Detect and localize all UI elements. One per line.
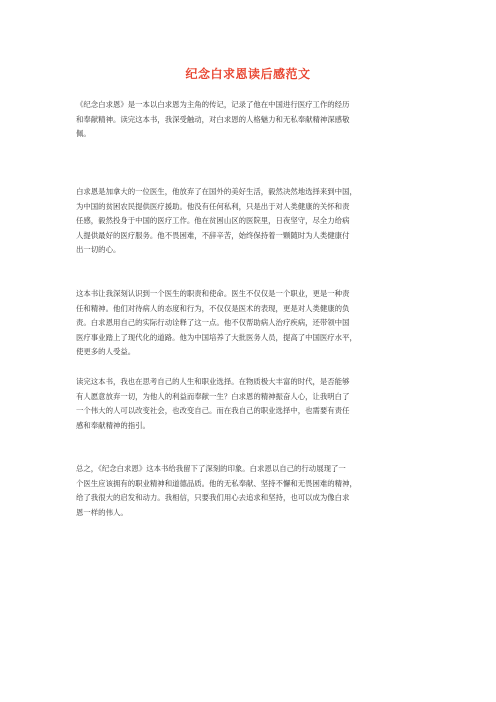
paragraph-5 xyxy=(76,462,432,520)
paragraph-line: 为中国的贫困农民提供医疗援助。他没有任何私利，只是出于对人类健康的关怀和责 xyxy=(76,201,350,211)
paragraph-line: 任感，毅然投身于中国的医疗工作。他在贫困山区的医院里，日夜坚守，尽全力给病 xyxy=(76,216,350,225)
paragraph-1 xyxy=(76,98,432,142)
paragraph-line: 给了我很大的启发和动力。我相信，只要我们用心去追求和坚持，也可以成为像白求 xyxy=(76,493,350,502)
paragraph-line: 感和奉献精神的指引。 xyxy=(76,420,150,430)
paragraph-4 xyxy=(76,375,432,433)
paragraph-line: 有人愿意放弃一切，为他人的利益而奉献一生？白求恩的精神振奋人心，让我明白了 xyxy=(76,391,350,401)
paragraph-line: 医疗事业踏上了现代化的道路。他为中国培养了大批医务人员，提高了中国医疗水平， xyxy=(76,332,357,342)
paragraph-line: 白求恩是加拿大的一位医生，他放弃了在国外的美好生活，毅然决然地选择来到中国， xyxy=(76,187,357,196)
paragraph-line: 一个伟大的人可以改变社会，也改变自己。而在我自己的职业选择中，也需要有责任 xyxy=(76,406,350,415)
paragraph-line: 人提供最好的医疗服务。他不畏困难，不辞辛苦，始终保持着一颗随时为人类健康付 xyxy=(76,230,350,240)
paragraph-line: 任和精神。他们对待病人的态度和行为，不仅仅是医术的表现，更是对人类健康的负 xyxy=(76,303,350,313)
paragraph-line: 责。白求恩用自己的实际行动诠释了这一点。他不仅帮助病人治疗疾病，还带领中国 xyxy=(76,318,350,327)
paragraph-line: 和奉献精神。读完这本书，我深受触动，对白求恩的人格魅力和无私奉献精神深感敬 xyxy=(76,114,350,124)
paragraph-line: 个医生应该拥有的职业精神和道德品质。他的无私奉献、坚持不懈和无畏困难的精神， xyxy=(76,478,357,488)
paragraph-line: 恩一样的伟人。 xyxy=(76,507,128,517)
paragraph-line: 《纪念白求恩》是一本以白求恩为主角的传记，记录了他在中国进行医疗工作的经历 xyxy=(76,100,350,109)
paragraph-line: 出一切的心。 xyxy=(76,245,121,254)
paragraph-line: 佩。 xyxy=(76,129,91,138)
paragraph-line: 这本书让我深刻认识到一个医生的职责和使命。医生不仅仅是一个职业，更是一种责 xyxy=(76,289,350,298)
paragraph-line: 读完这本书，我也在思考自己的人生和职业选择。在物质极大丰富的时代，是否能够 xyxy=(76,377,350,386)
document-title: 纪念白求恩读后感范文 xyxy=(185,67,311,81)
paragraph-line: 使更多的人受益。 xyxy=(76,347,136,356)
paragraph-3 xyxy=(76,287,432,360)
paragraph-line: 总之，《纪念白求恩》这本书给我留下了深刻的印象。白求恩以自己的行动展现了一 xyxy=(76,464,346,473)
paragraph-2 xyxy=(76,185,432,258)
